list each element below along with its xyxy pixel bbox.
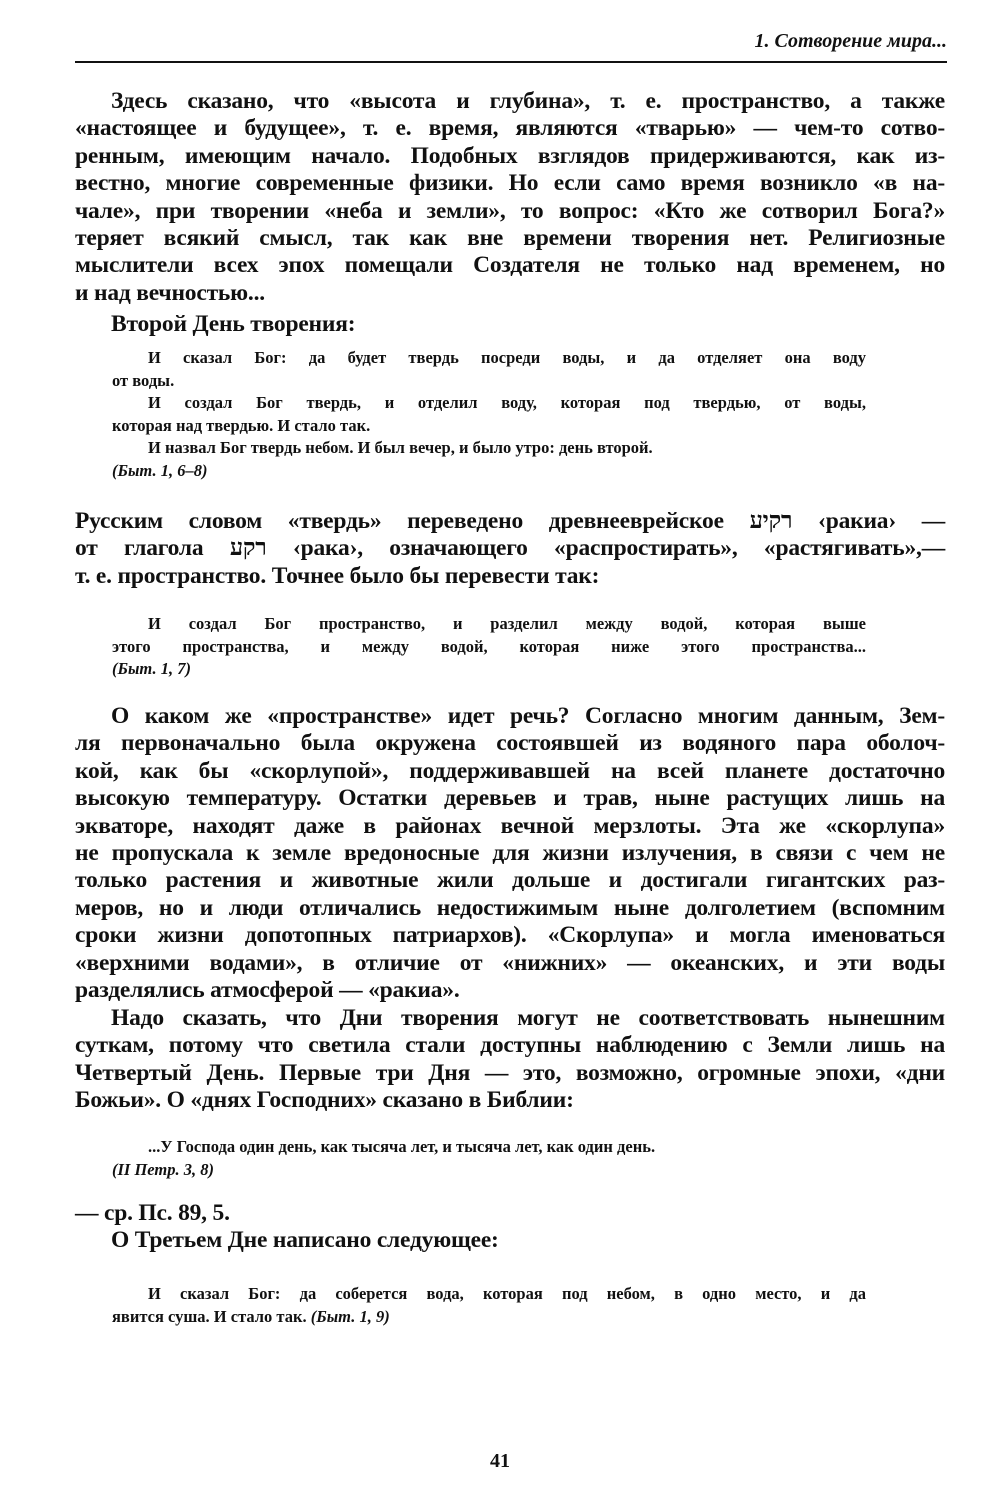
text-line: «верхними водами», в отличие от «нижних» — океанских, и эти воды — [75, 949, 945, 976]
text-line: экваторе, находят даже в районах вечной мерзлоты. Эта же «скорлупа» — [75, 812, 945, 839]
quote-line: явится суша. И стало так. (Быт. 1, 9) — [112, 1306, 390, 1326]
text-line: ля первоначально была окружена состоявшей из водяного пара оболоч- — [75, 730, 945, 757]
text-line: от глагола רקע ‹рака›, означающего «распростирать», «растягивать»,— — [75, 535, 945, 562]
quote-line: этого пространства, и между водой, которая ниже этого пространства... — [112, 636, 866, 656]
text-line: чале», при творении «неба и земли», то вопрос: «Кто же сотворил Бога?» — [75, 197, 945, 224]
text-line: высокую температуру. Остатки деревьев и трав, ныне растущих лишь на — [75, 785, 945, 812]
header-rule — [75, 61, 947, 63]
text-line: меров, но и люди отличались недостижимым ныне долголетием (вспомним — [75, 894, 945, 921]
text-line: ренным, имеющим начало. Подобных взглядов придерживаются, как из- — [75, 142, 945, 169]
text-line: Четвертый День. Первые три Дня — это, возможно, огромные эпохи, «дни — [75, 1059, 945, 1086]
paragraph-third-day — [75, 1200, 945, 1255]
text-line: «настоящее и будущее», т. е. время, являются «тварью» — чем-то сотво- — [75, 115, 945, 142]
quote-line: которая над твердью. И стало так. — [112, 415, 371, 435]
paragraph-space — [75, 703, 945, 1004]
text-line: Русским словом «твердь» переведено древнееврейское רקיע ‹ракиа› — — [75, 508, 945, 534]
text-line: разделялись атмосферой — «ракиа». — [75, 977, 460, 1004]
text-line: Надо сказать, что Дни творения могут не соответствовать нынешним — [111, 1005, 945, 1031]
running-title: 1. Сотворение мира... — [754, 30, 947, 52]
quote-line: И сказал Бог: да соберется вода, которая под небом, в одно место, и да — [148, 1284, 866, 1303]
text-line: вестно, многие современные физики. Но если само время возникло «в на- — [75, 170, 945, 197]
text-line: теряет всякий смысл, так как вне времени творения нет. Религиозные — [75, 225, 945, 252]
page-number: 41 — [490, 1450, 510, 1472]
quote-genesis-1-6-8 — [112, 347, 866, 482]
text-line: — ср. Пс. 89, 5. — [75, 1200, 230, 1226]
text-line: мыслители всех эпох помещали Создателя не только над временем, но — [75, 252, 945, 279]
paragraph-firmament — [75, 508, 945, 590]
quote-line: (Быт. 1, 7) — [112, 659, 191, 678]
quote-line: И создал Бог твердь, и отделил воду, которая под твердью, от воды, — [148, 393, 866, 412]
quote-line: ...У Господа один день, как тысяча лет, и тысяча лет, как один день. — [148, 1137, 656, 1156]
text-line: Второй День творения: — [111, 311, 356, 337]
text-line: сроки жизни допотопных патриархов). «Скорлупа» и могла именоваться — [75, 922, 945, 949]
second-day-heading — [75, 311, 945, 338]
scripture-reference: (Быт. 1, 9) — [310, 1306, 390, 1326]
paragraph-days — [75, 1005, 945, 1115]
text-line: О каком же «пространстве» идет речь? Согласно многим данным, Зем- — [111, 703, 945, 729]
quote-line: И создал Бог пространство, и разделил между водой, которая выше — [148, 614, 866, 633]
text-line: суткам, потому что светила стали доступны наблюдению с Земли лишь на — [75, 1032, 945, 1059]
paragraph-time-creation — [75, 88, 945, 307]
quote-line: (II Петр. 3, 8) — [112, 1159, 214, 1179]
text-line: только растения и животные жили дольше и достигали гигантских раз- — [75, 867, 945, 894]
text-line: Здесь сказано, что «высота и глубина», т. е. пространство, а также — [111, 88, 945, 114]
quote-line: И сказал Бог: да будет твердь посреди воды, и да отделяет она воду — [148, 348, 866, 367]
quote-2-peter-3-8 — [112, 1136, 866, 1181]
text-line: и над вечностью... — [75, 279, 265, 306]
quote-genesis-1-9 — [112, 1283, 866, 1328]
text-line: кой, как бы «скорлупой», поддерживавшей на всей планете достаточно — [75, 757, 945, 784]
quote-line: (Быт. 1, 6–8) — [112, 460, 208, 480]
text-line: Божьи». О «днях Господних» сказано в Библии: — [75, 1087, 574, 1114]
quote-genesis-1-7 — [112, 613, 866, 681]
text-line: О Третьем Дне написано следующее: — [111, 1227, 499, 1254]
text-line: т. е. пространство. Точнее было бы перевести так: — [75, 562, 600, 589]
quote-line: от воды. — [112, 370, 175, 390]
quote-line: И назвал Бог твердь небом. И был вечер, и было утро: день второй. — [148, 438, 653, 457]
text-line: не пропускала к земле вредоносные для жизни излучения, в связи с чем не — [75, 840, 945, 867]
